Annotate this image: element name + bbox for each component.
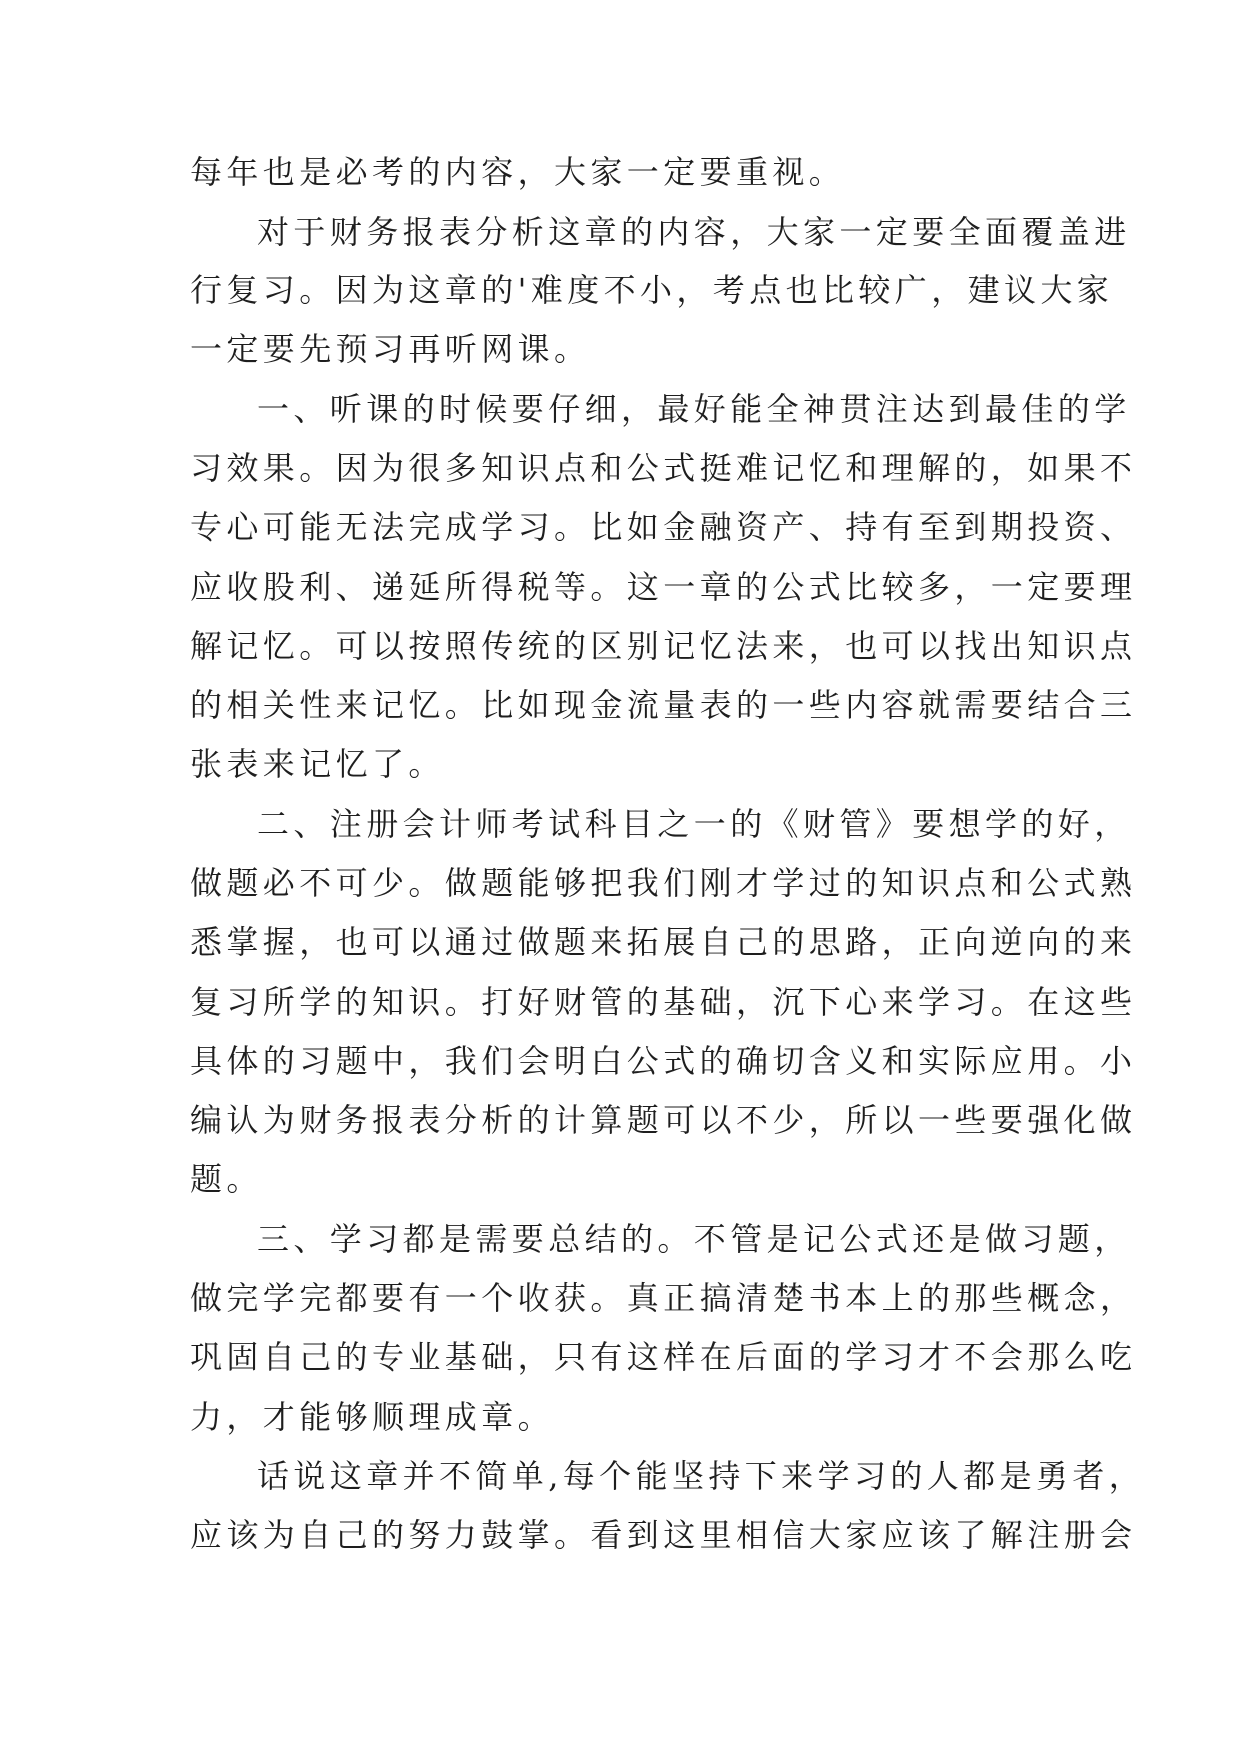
- text-line: 解记忆。可以按照传统的区别记忆法来，也可以找出知识点: [190, 627, 1137, 665]
- text-line: 巩固自己的专业基础，只有这样在后面的学习才不会那么吃: [190, 1338, 1137, 1376]
- text-line: 专心可能无法完成学习。比如金融资产、持有至到期投资、: [190, 508, 1137, 546]
- text-line: 应该为自己的努力鼓掌。看到这里相信大家应该了解注册会: [190, 1516, 1137, 1554]
- text-line: 一、听课的时候要仔细，最好能全神贯注达到最佳的学: [257, 390, 1131, 428]
- text-line: 题。: [190, 1160, 263, 1198]
- text-line: 做完学完都要有一个收获。真正搞清楚书本上的那些概念，: [190, 1279, 1137, 1317]
- text-line: 张表来记忆了。: [190, 745, 445, 783]
- text-line: 复习所学的知识。打好财管的基础，沉下心来学习。在这些: [190, 983, 1137, 1021]
- text-line: 力，才能够顺理成章。: [190, 1398, 555, 1436]
- text-line: 习效果。因为很多知识点和公式挺难记忆和理解的，如果不: [190, 449, 1137, 487]
- text-line: 的相关性来记忆。比如现金流量表的一些内容就需要结合三: [190, 686, 1137, 724]
- text-line: 二、注册会计师考试科目之一的《财管》要想学的好，: [257, 805, 1131, 843]
- text-line: 应收股利、递延所得税等。这一章的公式比较多，一定要理: [190, 568, 1137, 606]
- text-line: 行复习。因为这章的'难度不小，考点也比较广，建议大家: [190, 271, 1114, 309]
- text-line: 对于财务报表分析这章的内容，大家一定要全面覆盖进: [257, 213, 1131, 251]
- text-line: 具体的习题中，我们会明白公式的确切含义和实际应用。小: [190, 1042, 1137, 1080]
- text-line: 做题必不可少。做题能够把我们刚才学过的知识点和公式熟: [190, 864, 1137, 902]
- text-line: 一定要先预习再听网课。: [190, 330, 591, 368]
- text-line: 每年也是必考的内容，大家一定要重视。: [190, 153, 846, 191]
- text-line: 悉掌握，也可以通过做题来拓展自己的思路，正向逆向的来: [190, 923, 1137, 961]
- text-line: 编认为财务报表分析的计算题可以不少，所以一些要强化做: [190, 1101, 1137, 1139]
- text-line: 三、学习都是需要总结的。不管是记公式还是做习题，: [257, 1220, 1131, 1258]
- text-line: 话说这章并不简单,每个能坚持下来学习的人都是勇者，: [257, 1457, 1146, 1495]
